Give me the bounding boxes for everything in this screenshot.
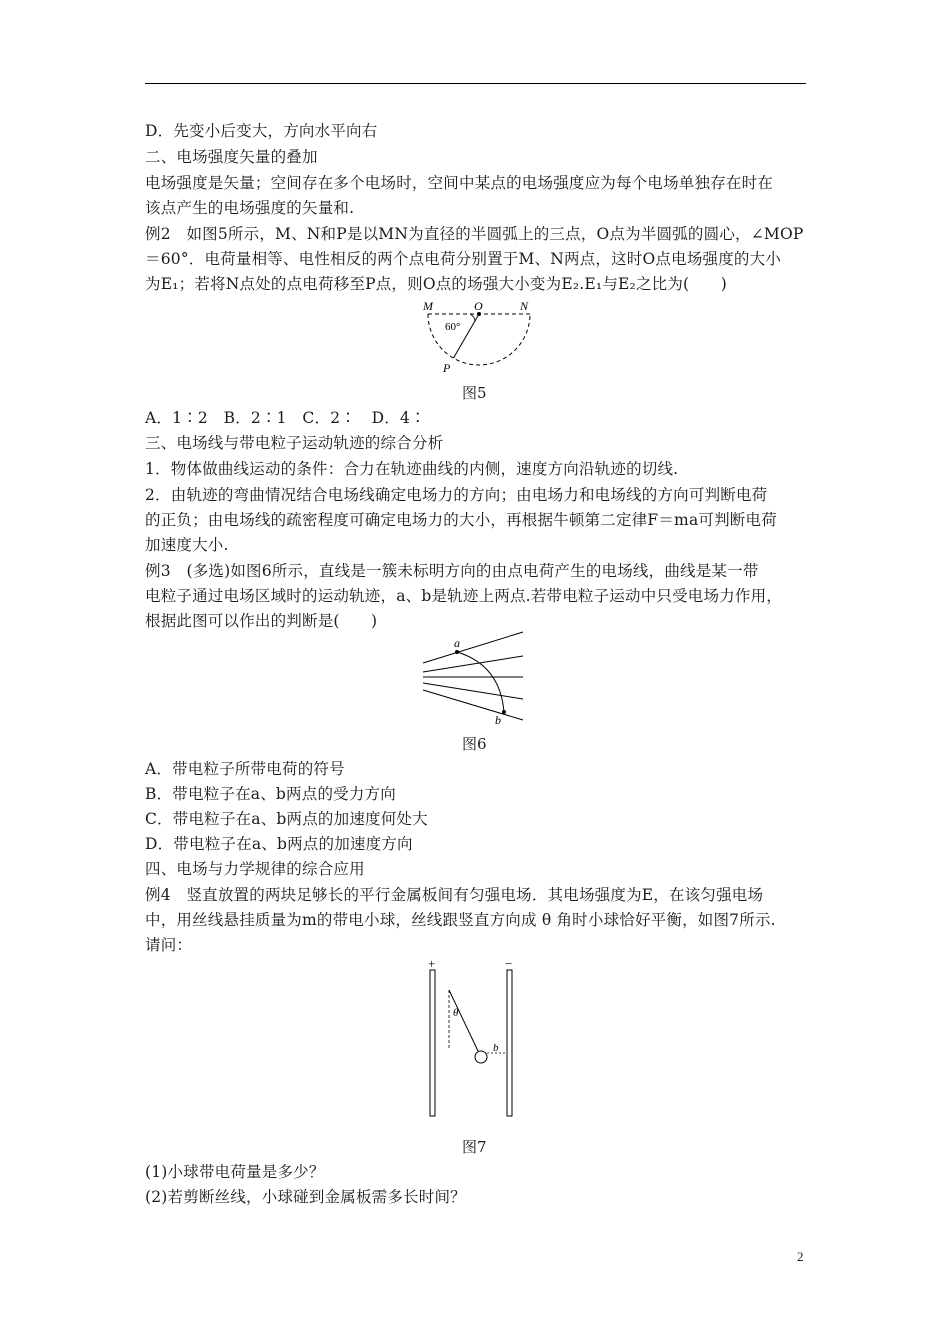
angle-label: 60° <box>445 321 461 333</box>
example-3-option-c: C．带电粒子在a、b两点的加速度何处大 <box>145 810 428 828</box>
section-4-heading: 四、电场与力学规律的综合应用 <box>145 860 365 878</box>
example-2-line: 例2 如图5所示，M、N和P是以MN为直径的半圆弧上的三点，O点为半圆弧的圆心，∠MOP <box>145 225 804 243</box>
label-m: M <box>423 299 433 313</box>
label-p: P <box>443 361 451 375</box>
label-a: a <box>454 636 460 650</box>
paragraph-line: 2．由轨迹的弯曲情况结合电场线确定电场力的方向；由电场力和电场线的方向可判断电荷 <box>145 486 768 504</box>
label-b: b <box>495 713 501 727</box>
figure-6-caption: 图6 <box>462 735 487 753</box>
label-o: O <box>474 299 483 313</box>
minus-sign: − <box>505 956 513 971</box>
example-4-line: 中，用丝线悬挂质量为m的带电小球，丝线跟竖直方向成 θ 角时小球恰好平衡，如图7所示. <box>145 911 776 929</box>
question-2: (2)若剪断丝线，小球碰到金属板需多长时间？ <box>145 1188 466 1206</box>
paragraph-line: 的正负；由电场线的疏密程度可确定电场力的大小，再根据牛顿第二定律F＝ma可判断电荷 <box>145 511 777 529</box>
label-b: b <box>493 1042 499 1054</box>
paragraph-line: 电场强度是矢量；空间存在多个电场时，空间中某点的电场强度应为每个电场单独存在时在 <box>145 174 774 192</box>
example-3-option-a: A．带电粒子所带电荷的符号 <box>145 760 345 778</box>
section-2-heading: 二、电场强度矢量的叠加 <box>145 148 318 166</box>
figure-5-caption: 图5 <box>462 384 487 402</box>
figure-6-diagram <box>420 630 530 725</box>
figure-5-diagram <box>420 300 540 375</box>
paragraph-line: 该点产生的电场强度的矢量和. <box>145 199 355 217</box>
section-3-heading: 三、电场线与带电粒子运动轨迹的综合分析 <box>145 434 444 452</box>
example-4-line: 请问： <box>145 936 193 954</box>
paragraph-line: 加速度大小. <box>145 536 229 554</box>
example-3-option-b: B．带电粒子在a、b两点的受力方向 <box>145 785 396 803</box>
example-2-line: 为E₁；若将N点处的点电荷移至P点，则O点的场强大小变为E₂.E₁与E₂之比为( ) <box>145 275 727 293</box>
example-3-option-d: D．带电粒子在a、b两点的加速度方向 <box>145 835 413 853</box>
theta-label: θ <box>453 1007 459 1019</box>
plus-sign: + <box>428 956 436 971</box>
paragraph-line: 1．物体做曲线运动的条件：合力在轨迹曲线的内侧，速度方向沿轨迹的切线. <box>145 460 679 478</box>
example-2-options: A．1∶2 B．2∶1 C．2∶ D．4∶ <box>145 409 426 427</box>
example-3-line: 电粒子通过电场区域时的运动轨迹，a、b是轨迹上两点.若带电粒子运动中只受电场力作用， <box>145 587 782 605</box>
header-rule <box>145 83 806 84</box>
question-1: (1)小球带电荷量是多少？ <box>145 1163 325 1181</box>
example-3-line: 例3 (多选)如图6所示，直线是一簇未标明方向的由点电荷产生的电场线，曲线是某一带 <box>145 562 759 580</box>
example-2-line: ＝60°．电荷量相等、电性相反的两个点电荷分别置于M、N两点，这时O点电场强度的大小 <box>145 250 782 268</box>
option-d-text: D．先变小后变大，方向水平向右 <box>145 122 378 140</box>
figure-7-caption: 图7 <box>462 1138 487 1156</box>
figure-7-diagram <box>420 958 530 1128</box>
page-number: 2 <box>797 1249 804 1264</box>
example-3-line: 根据此图可以作出的判断是( ) <box>145 612 378 630</box>
example-4-line: 例4 竖直放置的两块足够长的平行金属板间有匀强电场．其电场强度为E，在该匀强电场 <box>145 886 764 904</box>
label-n: N <box>520 299 529 313</box>
